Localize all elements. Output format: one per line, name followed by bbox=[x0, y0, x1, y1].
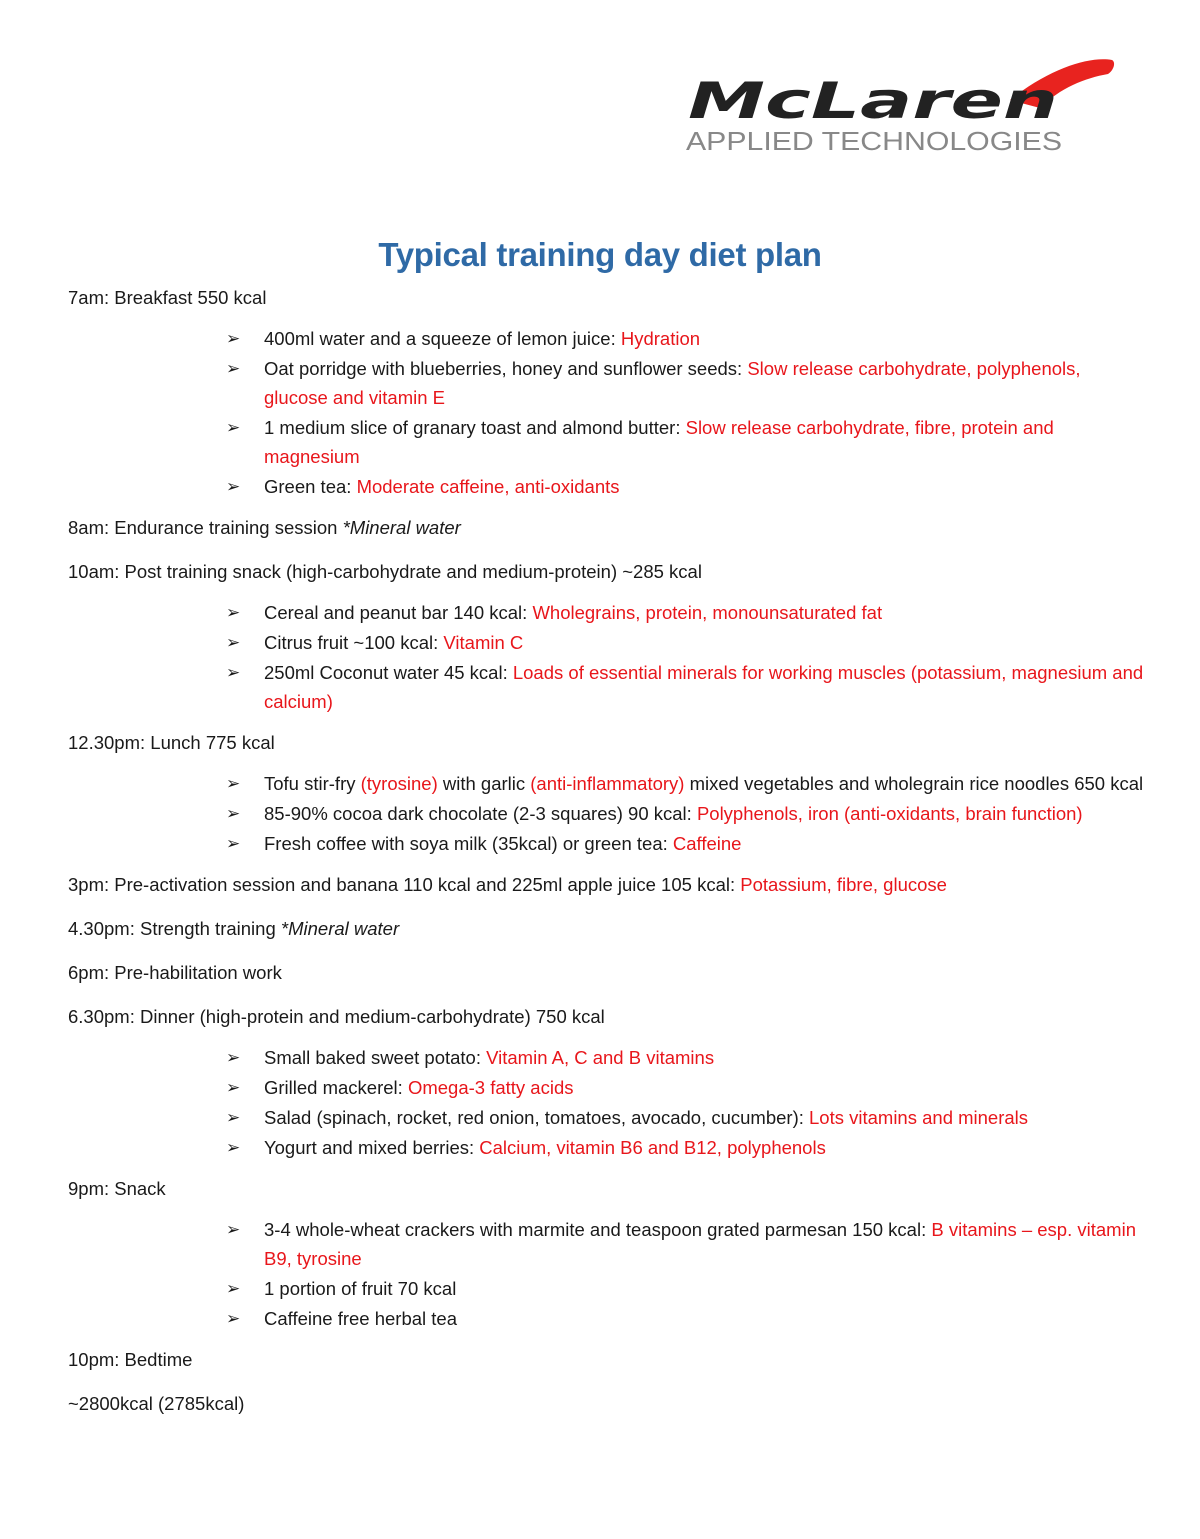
food-list bbox=[68, 1043, 1148, 1162]
text-segment: Green tea: bbox=[264, 476, 357, 497]
list-item bbox=[226, 769, 1148, 798]
schedule-heading bbox=[68, 958, 1148, 987]
text-segment: 10pm: Bedtime bbox=[68, 1349, 193, 1370]
list-item bbox=[226, 1304, 1148, 1333]
text-segment: Yogurt and mixed berries: bbox=[264, 1137, 480, 1158]
text-segment: Tofu stir-fry bbox=[264, 773, 361, 794]
schedule-heading bbox=[68, 283, 1148, 312]
arrow-bullet-icon: ➢ bbox=[226, 1309, 241, 1328]
text-segment: 250ml Coconut water 45 kcal: bbox=[264, 662, 513, 683]
schedule-heading bbox=[68, 870, 1148, 899]
arrow-bullet-icon: ➢ bbox=[226, 477, 241, 496]
mclaren-logo-icon bbox=[680, 48, 1120, 163]
text-segment: Caffeine free herbal tea bbox=[264, 1308, 458, 1329]
text-segment: Fresh coffee with soya milk (35kcal) or green tea: bbox=[264, 833, 673, 854]
text-segment: Oat porridge with blueberries, honey and sunflower seeds: bbox=[264, 358, 748, 379]
list-item bbox=[226, 413, 1148, 471]
text-segment: Cereal and peanut bar 140 kcal: bbox=[264, 602, 533, 623]
text-segment: ~2800kcal (2785kcal) bbox=[68, 1393, 245, 1414]
list-item bbox=[226, 1073, 1148, 1102]
mclaren-logo bbox=[680, 48, 1120, 163]
hydration-note: *Mineral water bbox=[342, 517, 461, 538]
schedule-heading bbox=[68, 557, 1148, 586]
list-item bbox=[226, 658, 1148, 716]
nutrient-note: Potassium, fibre, glucose bbox=[740, 874, 947, 895]
schedule-heading bbox=[68, 1002, 1148, 1031]
text-segment: 7am: Breakfast 550 kcal bbox=[68, 287, 267, 308]
text-segment: with garlic bbox=[437, 773, 531, 794]
food-list bbox=[68, 598, 1148, 716]
text-segment: 12.30pm: Lunch 775 kcal bbox=[68, 732, 275, 753]
schedule-heading bbox=[68, 914, 1148, 943]
arrow-bullet-icon: ➢ bbox=[226, 1220, 241, 1239]
nutrient-note: B vitamins – esp. vitamin B9, tyrosine bbox=[264, 1219, 1136, 1269]
arrow-bullet-icon: ➢ bbox=[226, 633, 241, 652]
list-item bbox=[226, 1215, 1148, 1273]
nutrient-note: Moderate caffeine, anti-oxidants bbox=[356, 476, 620, 497]
diet-plan bbox=[68, 283, 1148, 1433]
text-segment: Small baked sweet potato: bbox=[264, 1047, 487, 1068]
nutrient-note: (anti-inflammatory) bbox=[530, 773, 685, 794]
schedule-heading bbox=[68, 1345, 1148, 1374]
list-item bbox=[226, 1133, 1148, 1162]
nutrient-note: Vitamin C bbox=[443, 632, 524, 653]
arrow-bullet-icon: ➢ bbox=[226, 329, 241, 348]
nutrient-note: Wholegrains, protein, monounsaturated fat bbox=[532, 602, 883, 623]
nutrient-note: Hydration bbox=[620, 328, 701, 349]
text-segment: 9pm: Snack bbox=[68, 1178, 166, 1199]
food-list bbox=[68, 324, 1148, 501]
text-segment: 8am: Endurance training session bbox=[68, 517, 343, 538]
text-segment: 10am: Post training snack (high-carbohydrate and medium-protein) ~285 kcal bbox=[68, 561, 702, 582]
nutrient-note: Vitamin A, C and B vitamins bbox=[486, 1047, 715, 1068]
page-title: Typical training day diet plan bbox=[378, 236, 822, 273]
text-segment: 6.30pm: Dinner (high-protein and medium-carbohydrate) 750 kcal bbox=[68, 1006, 605, 1027]
nutrient-note: Slow release carbohydrate, fibre, protein and magnesium bbox=[264, 417, 1054, 467]
list-item bbox=[226, 1043, 1148, 1072]
text-segment: Citrus fruit ~100 kcal: bbox=[264, 632, 444, 653]
nutrient-note: Caffeine bbox=[672, 833, 742, 854]
text-segment: 3-4 whole-wheat crackers with marmite and teaspoon grated parmesan 150 kcal: bbox=[264, 1219, 932, 1240]
list-item bbox=[226, 598, 1148, 627]
text-segment: Grilled mackerel: bbox=[264, 1077, 408, 1098]
list-item bbox=[226, 1274, 1148, 1303]
hydration-note: *Mineral water bbox=[280, 918, 400, 939]
food-list bbox=[68, 769, 1148, 858]
svg-text:APPLIED TECHNOLOGIES: APPLIED TECHNOLOGIES bbox=[686, 126, 1062, 156]
arrow-bullet-icon: ➢ bbox=[226, 1279, 241, 1298]
schedule-heading bbox=[68, 1174, 1148, 1203]
text-segment: mixed vegetables and wholegrain rice noodles 650 kcal bbox=[684, 773, 1144, 794]
list-item bbox=[226, 1103, 1148, 1132]
schedule-heading bbox=[68, 513, 1148, 542]
nutrient-note: Polyphenols, iron (anti-oxidants, brain function) bbox=[696, 803, 1083, 824]
arrow-bullet-icon: ➢ bbox=[226, 1078, 241, 1097]
schedule-heading bbox=[68, 728, 1148, 757]
text-segment: 1 portion of fruit 70 kcal bbox=[264, 1278, 457, 1299]
nutrient-note: Omega-3 fatty acids bbox=[407, 1077, 574, 1098]
text-segment: 85-90% cocoa dark chocolate (2-3 squares) 90 kcal: bbox=[264, 803, 697, 824]
text-segment: 4.30pm: Strength training bbox=[68, 918, 281, 939]
nutrient-note: Lots vitamins and minerals bbox=[809, 1107, 1029, 1128]
text-segment: 6pm: Pre-habilitation work bbox=[68, 962, 282, 983]
arrow-bullet-icon: ➢ bbox=[226, 418, 241, 437]
text-segment: 400ml water and a squeeze of lemon juice: bbox=[264, 328, 621, 349]
arrow-bullet-icon: ➢ bbox=[226, 774, 241, 793]
list-item bbox=[226, 628, 1148, 657]
arrow-bullet-icon: ➢ bbox=[226, 1108, 241, 1127]
text-segment: Salad (spinach, rocket, red onion, tomatoes, avocado, cucumber): bbox=[264, 1107, 810, 1128]
arrow-bullet-icon: ➢ bbox=[226, 834, 241, 853]
list-item bbox=[226, 472, 1148, 501]
arrow-bullet-icon: ➢ bbox=[226, 359, 241, 378]
list-item bbox=[226, 324, 1148, 353]
text-segment: 3pm: Pre-activation session and banana 110 kcal and 225ml apple juice 105 kcal: bbox=[68, 874, 741, 895]
list-item bbox=[226, 799, 1148, 828]
arrow-bullet-icon: ➢ bbox=[226, 603, 241, 622]
svg-text:McLaren: McLaren bbox=[688, 72, 1058, 130]
nutrient-note: (tyrosine) bbox=[360, 773, 438, 794]
list-item bbox=[226, 354, 1148, 412]
arrow-bullet-icon: ➢ bbox=[226, 804, 241, 823]
schedule-heading bbox=[68, 1389, 1148, 1418]
nutrient-note: Slow release carbohydrate, polyphenols, glucose and vitamin E bbox=[264, 358, 1081, 408]
arrow-bullet-icon: ➢ bbox=[226, 1138, 241, 1157]
arrow-bullet-icon: ➢ bbox=[226, 1048, 241, 1067]
arrow-bullet-icon: ➢ bbox=[226, 663, 241, 682]
food-list bbox=[68, 1215, 1148, 1333]
nutrient-note: Loads of essential minerals for working muscles (potassium, magnesium and calcium) bbox=[264, 662, 1144, 712]
list-item bbox=[226, 829, 1148, 858]
text-segment: 1 medium slice of granary toast and almond butter: bbox=[264, 417, 686, 438]
nutrient-note: Calcium, vitamin B6 and B12, polyphenols bbox=[479, 1137, 826, 1158]
